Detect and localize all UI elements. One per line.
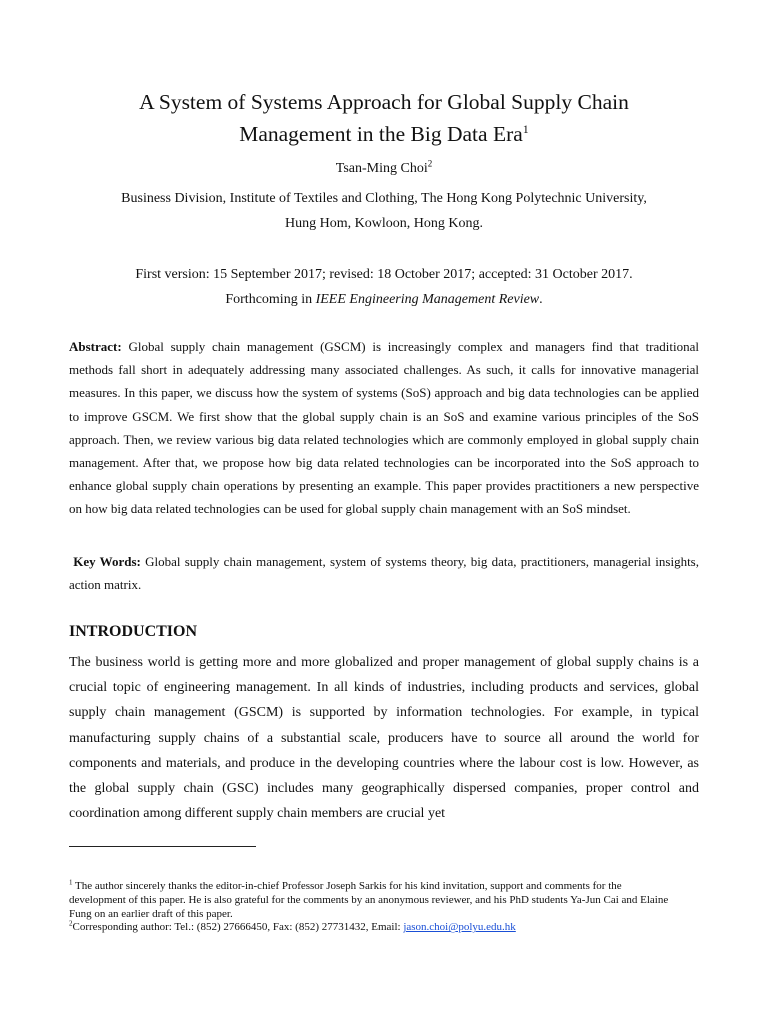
title-line-2 <box>60 118 708 150</box>
abstract <box>69 335 699 521</box>
footnotes <box>69 880 679 935</box>
footnote-2-text: Corresponding author: Tel.: (852) 27666450, Fax: (852) 27731432, Email: <box>72 921 404 934</box>
section-heading-introduction: INTRODUCTION <box>69 623 198 640</box>
dates-line: First version: 15 September 2017; revised: 18 October 2017; accepted: 31 October 2017. <box>135 267 633 282</box>
forthcoming-prefix: Forthcoming in <box>225 292 316 307</box>
introduction-paragraph: The business world is getting more and more globalized and proper management of global supply chains is a crucial topic of engineering management. In all kinds of industries, including products and services, global supply chain management (GSCM) is supported by information technologies. For example, in typical manufacturing supply chains of a substantial scale, producers have to source all around the world for components and materials, and produce in the developing countries where the labour cost is low. However, as the global supply chain (GSC) includes many geographically dispersed companies, proper control and coordination among different supply chain members are crucial yet <box>69 655 699 822</box>
title-footnote-mark: 1 <box>522 121 529 136</box>
forthcoming-line <box>40 287 728 312</box>
author-name: Tsan-Ming Choi <box>335 161 428 176</box>
abstract-text: Global supply chain management (GSCM) is increasingly complex and managers find that traditional methods fall short in adequately addressing many associated challenges. As such, it calls for innovative managerial measures. In this paper, we discuss how the system of systems (SoS) approach and big data technologies can be applied to improve GSCM. We first show that the global supply chain is an SoS and examine various principles of the SoS approach. Then, we review various big data related technologies which are commonly employed in global supply chain management. After that, we propose how big data related technologies can be incorporated into the SoS approach to enhance global supply chain operations by presenting an example. This paper provides practitioners a new perspective on how big data related technologies can be used for global supply chain management with an SoS mindset. <box>69 339 699 517</box>
affiliation <box>40 186 728 236</box>
footnote-1-mark: 1 <box>69 878 73 887</box>
keywords-text: Global supply chain management, system of systems theory, big data, practitioners, managerial insights, action matrix. <box>69 554 699 592</box>
footnote-1 <box>69 880 679 921</box>
author-footnote-mark: 2 <box>427 158 433 169</box>
journal-name: IEEE Engineering Management Review <box>315 292 540 307</box>
forthcoming-suffix: . <box>539 292 543 307</box>
keywords-label: Key Words: <box>73 554 141 569</box>
abstract-label: Abstract: <box>69 339 122 354</box>
title-line-1: A System of Systems Approach for Global Supply Chain <box>139 90 629 114</box>
email-link[interactable]: jason.choi@polyu.edu.hk <box>403 921 516 934</box>
author-line <box>60 158 708 177</box>
affiliation-line-1: Business Division, Institute of Textiles and Clothing, The Hong Kong Polytechnic University, <box>121 191 647 206</box>
footnote-2-mark: 2 <box>69 919 73 928</box>
affiliation-line-2: Hung Hom, Kowloon, Hong Kong. <box>285 216 483 231</box>
publication-dates <box>40 262 728 312</box>
footnote-2 <box>69 921 679 935</box>
paper-title <box>60 86 708 150</box>
footnote-1-text: The author sincerely thanks the editor-in-chief Professor Joseph Sarkis for his kind invitation, support and comments for the development of this paper. He is also grateful for the comments by an anonymous reviewer, and his PhD students Ya-Jun Cai and Elaine Fung on an earlier draft of this paper. <box>69 880 669 920</box>
title-line-2-text: Management in the Big Data Era <box>239 122 523 146</box>
footnote-divider <box>69 846 256 847</box>
keywords <box>69 550 699 596</box>
